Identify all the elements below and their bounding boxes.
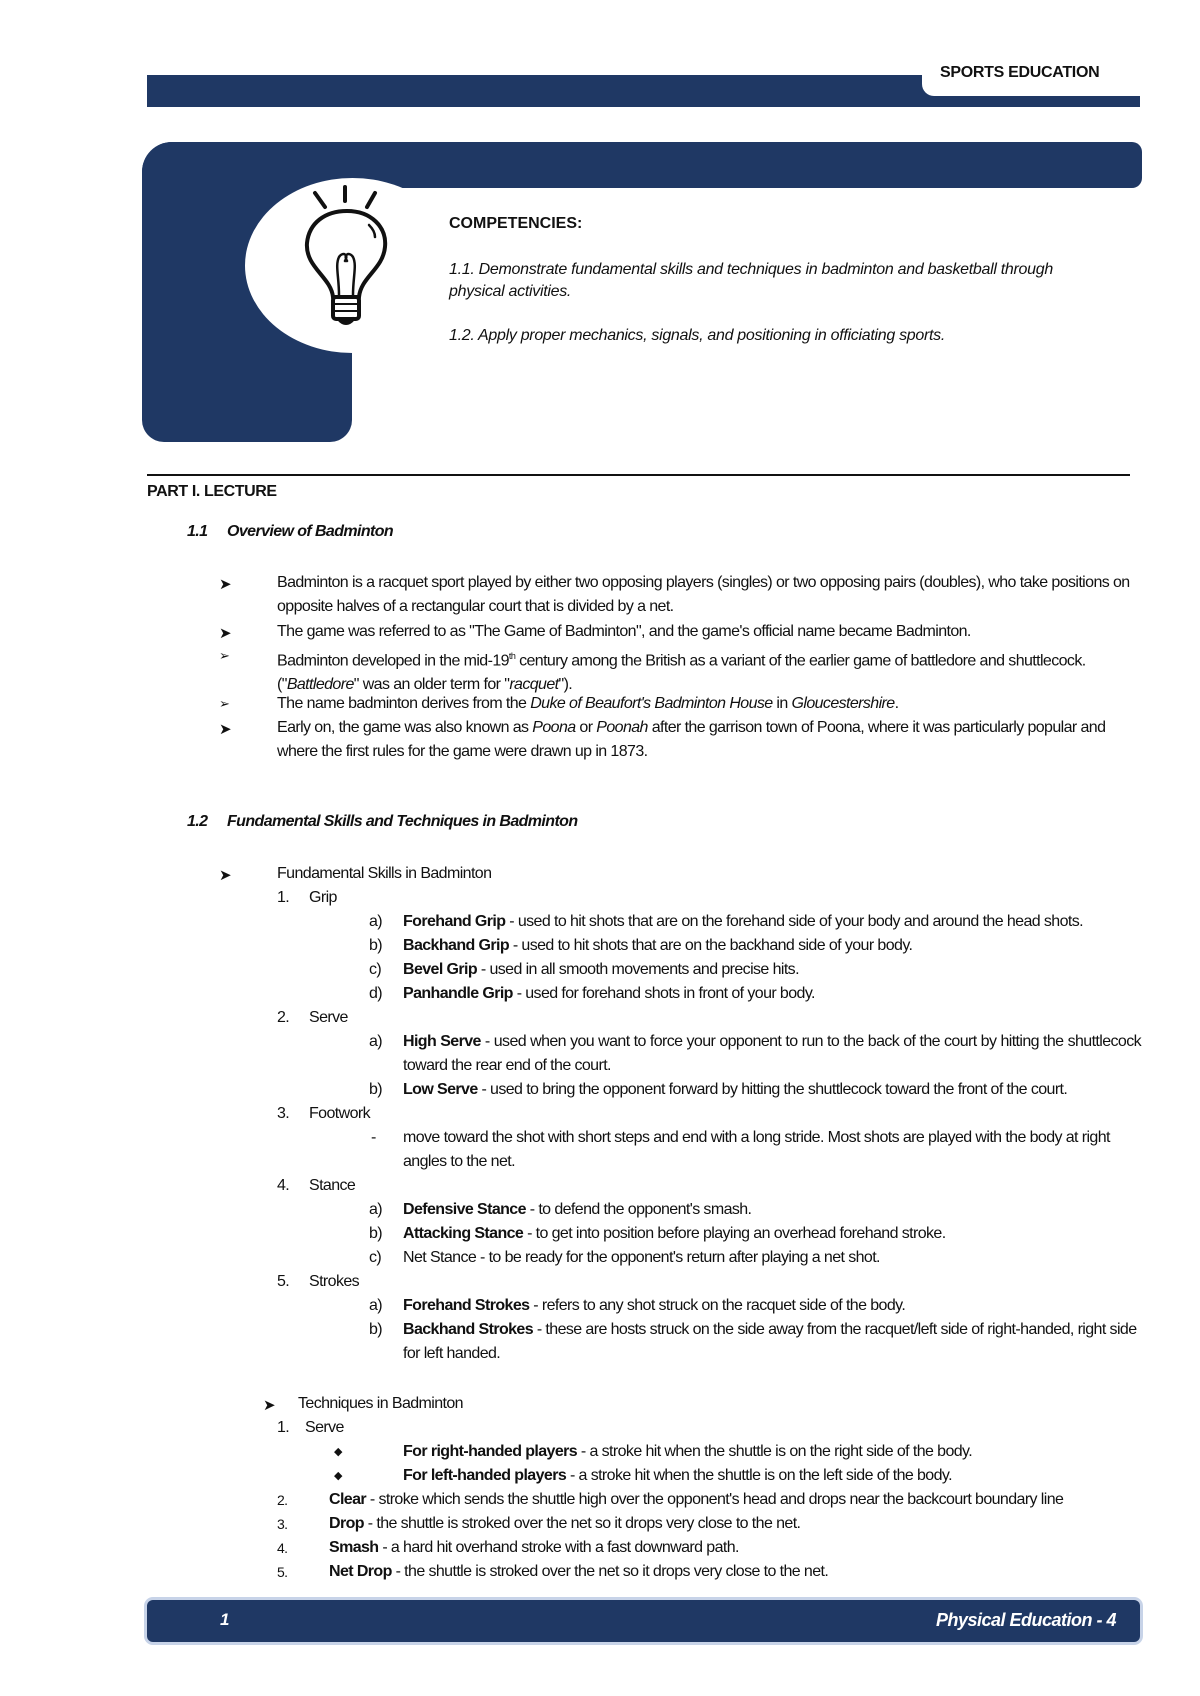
bullet-5-rest: after the garrison town of Poona, where it was particularly popular and where the first rules for the game were drawn up in 1873. bbox=[277, 719, 1106, 760]
competencies-title: COMPETENCIES: bbox=[449, 215, 583, 232]
list-number: 4. bbox=[277, 1177, 290, 1194]
definition: - used in all smooth movements and precise hits. bbox=[477, 961, 799, 978]
footer-title: Physical Education - 4 bbox=[935, 1610, 1116, 1630]
definition: - used when you want to force your opponent to run to the back of the court by hitting the shuttlecock toward the rear end of the court. bbox=[403, 1033, 1142, 1074]
overview-bullet-5 bbox=[277, 716, 1137, 764]
arrow-bullet-icon: ➤ bbox=[219, 867, 232, 884]
technique-drop bbox=[329, 1512, 1144, 1536]
technique-net-drop bbox=[329, 1560, 1144, 1584]
bullet-3-quote: (" bbox=[277, 676, 287, 694]
divider-line bbox=[147, 474, 1130, 476]
serve-item-high bbox=[403, 1030, 1141, 1078]
skill-serve-label: Serve bbox=[309, 1009, 348, 1026]
term: Defensive Stance bbox=[403, 1201, 526, 1218]
definition: - the shuttle is stroked over the net so it drops very close to the net. bbox=[363, 1515, 801, 1532]
list-marker: - bbox=[371, 1129, 376, 1146]
bullet-3-text-start: Badminton developed in the mid-19 bbox=[277, 652, 509, 670]
footwork-description: move toward the shot with short steps and end with a long stride. Most shots are played with the body at right angles to the net. bbox=[403, 1129, 1110, 1170]
bullet-4-text: The name badminton derives from the bbox=[277, 695, 531, 712]
definition: - a stroke hit when the shuttle is on the right side of the body. bbox=[577, 1443, 973, 1460]
bullet-3-close: "). bbox=[558, 676, 573, 694]
section-heading-1-2 bbox=[187, 813, 578, 831]
definition: - to get into position before playing an overhead forehand stroke. bbox=[523, 1225, 946, 1242]
section-number: 1.1 bbox=[187, 523, 208, 540]
list-number: 1. bbox=[277, 1419, 290, 1436]
bullet-3-mid: " was an older term for " bbox=[353, 676, 510, 694]
list-number: 3. bbox=[277, 1516, 288, 1532]
serve-item-low bbox=[403, 1078, 1148, 1102]
competency-item-1: 1.1. Demonstrate fundamental skills and techniques in badminton and basketball through physical activities. bbox=[449, 261, 1053, 300]
term: For left-handed players bbox=[403, 1467, 567, 1484]
list-number: 1. bbox=[277, 889, 290, 906]
list-marker: b) bbox=[369, 1225, 383, 1242]
list-marker: b) bbox=[369, 937, 383, 954]
bullet-4-place: Duke of Beaufort's Badminton House bbox=[530, 695, 773, 712]
section-number: 1.2 bbox=[187, 813, 208, 830]
list-marker: d) bbox=[369, 985, 383, 1002]
skill-footwork-label: Footwork bbox=[309, 1105, 370, 1122]
section-title: Overview of Badminton bbox=[227, 523, 394, 540]
technique-clear bbox=[329, 1488, 1144, 1512]
list-number: 2. bbox=[277, 1009, 290, 1026]
serve-right-handed bbox=[403, 1440, 1143, 1464]
term: Forehand Strokes bbox=[403, 1297, 530, 1314]
competency-item-2: 1.2. Apply proper mechanics, signals, and positioning in officiating sports. bbox=[449, 327, 946, 344]
arrow-bullet-icon: ➤ bbox=[263, 1397, 276, 1414]
term: Net Stance bbox=[403, 1249, 477, 1266]
term: Smash bbox=[329, 1539, 379, 1556]
technique-smash bbox=[329, 1536, 1144, 1560]
definition: - used to hit shots that are on the backhand side of your body. bbox=[509, 937, 913, 954]
definition: - to be ready for the opponent's return after playing a net shot. bbox=[476, 1249, 880, 1266]
term: Forehand Grip bbox=[403, 913, 506, 930]
bullet-4-place-2: Gloucestershire bbox=[791, 695, 895, 712]
definition: - used to hit shots that are on the forehand side of your body and around the head shots. bbox=[505, 913, 1083, 930]
serve-left-handed bbox=[403, 1464, 1143, 1488]
term: Clear bbox=[329, 1491, 367, 1508]
definition: - used for forehand shots in front of your body. bbox=[512, 985, 815, 1002]
grip-item-backhand bbox=[403, 934, 1143, 958]
stance-item-defensive bbox=[403, 1198, 1143, 1222]
strokes-item-backhand bbox=[403, 1318, 1143, 1366]
arrow-bullet-icon: ➢ bbox=[219, 696, 230, 711]
ordinal-suffix: th bbox=[508, 651, 516, 661]
header-label: SPORTS EDUCATION bbox=[940, 64, 1100, 81]
definition: - used to bring the opponent forward by hitting the shuttlecock toward the front of the court. bbox=[477, 1081, 1068, 1098]
list-marker: a) bbox=[369, 913, 383, 930]
list-marker: c) bbox=[369, 961, 382, 978]
list-marker: a) bbox=[369, 1297, 383, 1314]
bullet-3-term: Battledore bbox=[286, 676, 354, 694]
term: High Serve bbox=[403, 1033, 481, 1050]
definition: - to defend the opponent's smash. bbox=[525, 1201, 752, 1218]
definition: - refers to any shot struck on the racquet side of the body. bbox=[529, 1297, 906, 1314]
diamond-bullet-icon: ◆ bbox=[334, 1470, 342, 1482]
lightbulb-icon bbox=[295, 185, 410, 330]
grip-item-bevel bbox=[403, 958, 1143, 982]
technique-serve-label: Serve bbox=[305, 1419, 344, 1436]
skill-strokes-label: Strokes bbox=[309, 1273, 360, 1290]
term: Backhand Strokes bbox=[403, 1321, 534, 1338]
bullet-5-name: Poona bbox=[532, 719, 576, 736]
bullet-5-name-2: Poonah bbox=[596, 719, 648, 736]
term: Attacking Stance bbox=[403, 1225, 524, 1242]
bullet-5-or: or bbox=[575, 719, 597, 736]
skills-heading: Fundamental Skills in Badminton bbox=[277, 865, 492, 882]
bullet-3-term-2: racquet bbox=[509, 676, 559, 694]
definition: - stroke which sends the shuttle high over the opponent's head and drops near the backcourt boundary line bbox=[366, 1491, 1064, 1508]
term: Net Drop bbox=[329, 1563, 392, 1580]
techniques-heading: Techniques in Badminton bbox=[298, 1395, 463, 1412]
stance-item-net bbox=[403, 1246, 1143, 1270]
list-marker: b) bbox=[369, 1081, 383, 1098]
term: Backhand Grip bbox=[403, 937, 510, 954]
definition: - a stroke hit when the shuttle is on the left side of the body. bbox=[566, 1467, 952, 1484]
diamond-bullet-icon: ◆ bbox=[334, 1446, 342, 1458]
list-number: 4. bbox=[277, 1540, 288, 1556]
overview-bullet-3 bbox=[277, 644, 1147, 697]
list-number: 3. bbox=[277, 1105, 290, 1122]
definition: - the shuttle is stroked over the net so it drops very close to the net. bbox=[391, 1563, 829, 1580]
list-marker: c) bbox=[369, 1249, 382, 1266]
part-heading: PART I. LECTURE bbox=[147, 483, 277, 500]
skill-grip-label: Grip bbox=[309, 889, 337, 906]
strokes-item-forehand bbox=[403, 1294, 1143, 1318]
bullet-4-end: . bbox=[894, 695, 899, 712]
arrow-bullet-icon: ➤ bbox=[219, 625, 232, 642]
arrow-bullet-icon: ➢ bbox=[219, 648, 230, 663]
list-number: 5. bbox=[277, 1564, 288, 1580]
definition: - these are hosts struck on the side away from the racquet/left side of right-handed, right side for left handed. bbox=[403, 1321, 1137, 1362]
overview-bullet-1: Badminton is a racquet sport played by either two opposing players (singles) or two opposing pairs (doubles), who take positions on opposite halves of a rectangular court that is divided by a net. bbox=[277, 574, 1130, 615]
bullet-4-mid: in bbox=[772, 695, 792, 712]
section-title: Fundamental Skills and Techniques in Badminton bbox=[227, 813, 578, 830]
list-marker: b) bbox=[369, 1321, 383, 1338]
definition: - a hard hit overhand stroke with a fast downward path. bbox=[378, 1539, 739, 1556]
list-number: 5. bbox=[277, 1273, 290, 1290]
section-heading-1-1 bbox=[187, 523, 393, 541]
bullet-5-text: Early on, the game was also known as bbox=[277, 719, 533, 736]
overview-bullet-4 bbox=[277, 692, 1137, 716]
overview-bullet-2: The game was referred to as "The Game of Badminton", and the game's official name became Badminton. bbox=[277, 623, 971, 640]
arrow-bullet-icon: ➤ bbox=[219, 576, 232, 593]
bullet-3-text-end: century among the British as a variant of the earlier game of battledore and shuttlecock. bbox=[515, 652, 1086, 670]
arrow-bullet-icon: ➤ bbox=[219, 721, 232, 738]
grip-item-forehand bbox=[403, 910, 1143, 934]
grip-item-panhandle bbox=[403, 982, 1143, 1006]
list-marker: a) bbox=[369, 1201, 383, 1218]
list-number: 2. bbox=[277, 1492, 288, 1508]
term: Drop bbox=[329, 1515, 364, 1532]
term: Low Serve bbox=[403, 1081, 478, 1098]
term: For right-handed players bbox=[403, 1443, 578, 1460]
stance-item-attacking bbox=[403, 1222, 1143, 1246]
list-marker: a) bbox=[369, 1033, 383, 1050]
page-number: 1 bbox=[220, 1610, 230, 1629]
term: Bevel Grip bbox=[403, 961, 478, 978]
term: Panhandle Grip bbox=[403, 985, 513, 1002]
skill-stance-label: Stance bbox=[309, 1177, 356, 1194]
